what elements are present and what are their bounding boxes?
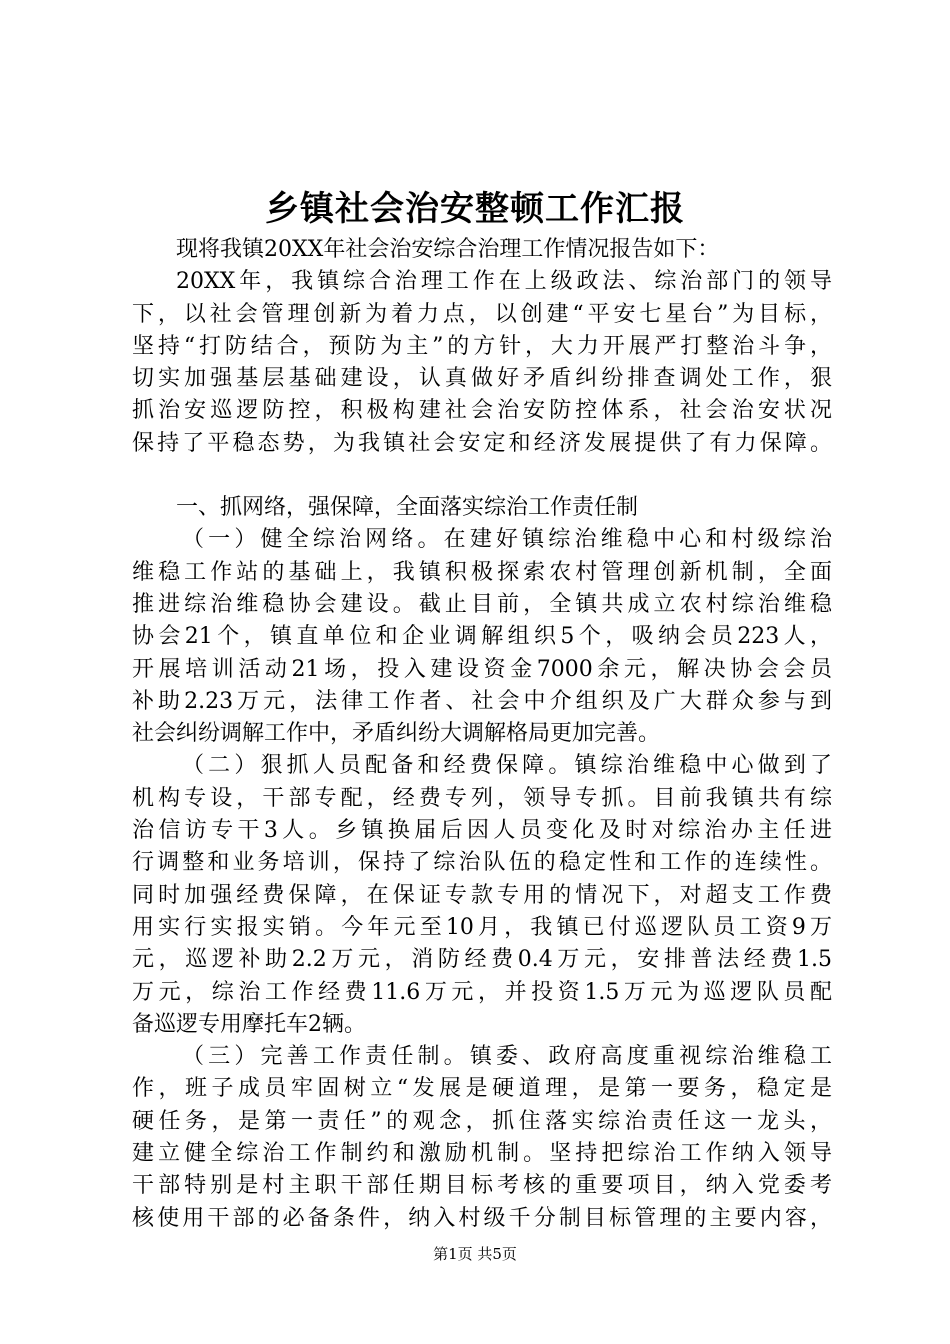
paragraph-line: 行调整和业务培训，保持了综治队伍的稳定性和工作的连续性。 xyxy=(132,850,832,876)
page-number-footer: 第1页 共5页 xyxy=(433,1245,517,1263)
paragraph-line: 机构专设，干部专配，经费专列，领导专抓。目前我镇共有综 xyxy=(132,785,832,811)
paragraph-line: 保持了平稳态势，为我镇社会安定和经济发展提供了有力保障。 xyxy=(132,430,832,456)
paragraph-line: 下，以社会管理创新为着力点，以创建“平安七星台”为目标， xyxy=(132,301,832,327)
paragraph-gap xyxy=(132,460,832,492)
paragraph-line: 硬任务，是第一责任”的观念，抓住落实综治责任这一龙头， xyxy=(132,1108,832,1134)
document-title: 乡镇社会治安整顿工作汇报 xyxy=(265,189,685,229)
paragraph-line: 元，巡逻补助2.2万元，消防经费0.4万元，安排普法经费1.5 xyxy=(132,947,832,973)
paragraph-line: 抓治安巡逻防控，积极构建社会治安防控体系，社会治安状况 xyxy=(132,398,832,424)
paragraph-line: 同时加强经费保障，在保证专款专用的情况下，对超支工作费 xyxy=(132,882,832,908)
paragraph-line: 核使用干部的必备条件，纳入村级千分制目标管理的主要内容， xyxy=(132,1205,832,1231)
paragraph-line: 开展培训活动21场，投入建设资金7000余元，解决协会会员 xyxy=(132,656,832,682)
paragraph-line: 推进综治维稳协会建设。截止目前，全镇共成立农村综治维稳 xyxy=(132,591,832,617)
document-body xyxy=(132,234,832,1235)
paragraph-line: 作，班子成员牢固树立“发展是硬道理，是第一要务，稳定是 xyxy=(132,1076,832,1102)
paragraph-line: （三）完善工作责任制。镇委、政府高度重视综治维稳工 xyxy=(182,1044,832,1070)
paragraph-line: 备巡逻专用摩托车2辆。 xyxy=(132,1011,366,1037)
paragraph-line: 协会21个，镇直单位和企业调解组织5个，吸纳会员223人， xyxy=(132,624,832,650)
paragraph-line: （二）狠抓人员配备和经费保障。镇综治维稳中心做到了 xyxy=(182,753,832,779)
paragraph-line: 干部特别是村主职干部任期目标考核的重要项目，纳入党委考 xyxy=(132,1173,832,1199)
paragraph-line: 维稳工作站的基础上，我镇积极探索农村管理创新机制，全面 xyxy=(132,559,832,585)
paragraph-line: 切实加强基层基础建设，认真做好矛盾纠纷排查调处工作，狠 xyxy=(132,366,832,392)
section-heading: 一、抓网络，强保障，全面落实综治工作责任制 xyxy=(176,495,639,521)
paragraph-line: （一）健全综治网络。在建好镇综治维稳中心和村级综治 xyxy=(182,527,832,553)
paragraph-line: 用实行实报实销。今年元至10月，我镇已付巡逻队员工资9万 xyxy=(132,914,832,940)
paragraph-line: 建立健全综治工作制约和激励机制。坚持把综治工作纳入领导 xyxy=(132,1141,832,1167)
paragraph-line: 补助2.23万元，法律工作者、社会中介组织及广大群众参与到 xyxy=(132,688,832,714)
paragraph-intro: 现将我镇20XX年社会治安综合治理工作情况报告如下： xyxy=(176,237,720,262)
paragraph-line: 社会纠纷调解工作中，矛盾纠纷大调解格局更加完善。 xyxy=(132,721,661,747)
paragraph-line: 坚持“打防结合，预防为主”的方针，大力开展严打整治斗争， xyxy=(132,333,832,359)
paragraph-line: 治信访专干3人。乡镇换届后因人员变化及时对综治办主任进 xyxy=(132,818,832,844)
paragraph-line: 万元，综治工作经费11.6万元，并投资1.5万元为巡逻队员配 xyxy=(132,979,832,1005)
paragraph-line: 20XX年，我镇综合治理工作在上级政法、综治部门的领导 xyxy=(176,269,832,295)
